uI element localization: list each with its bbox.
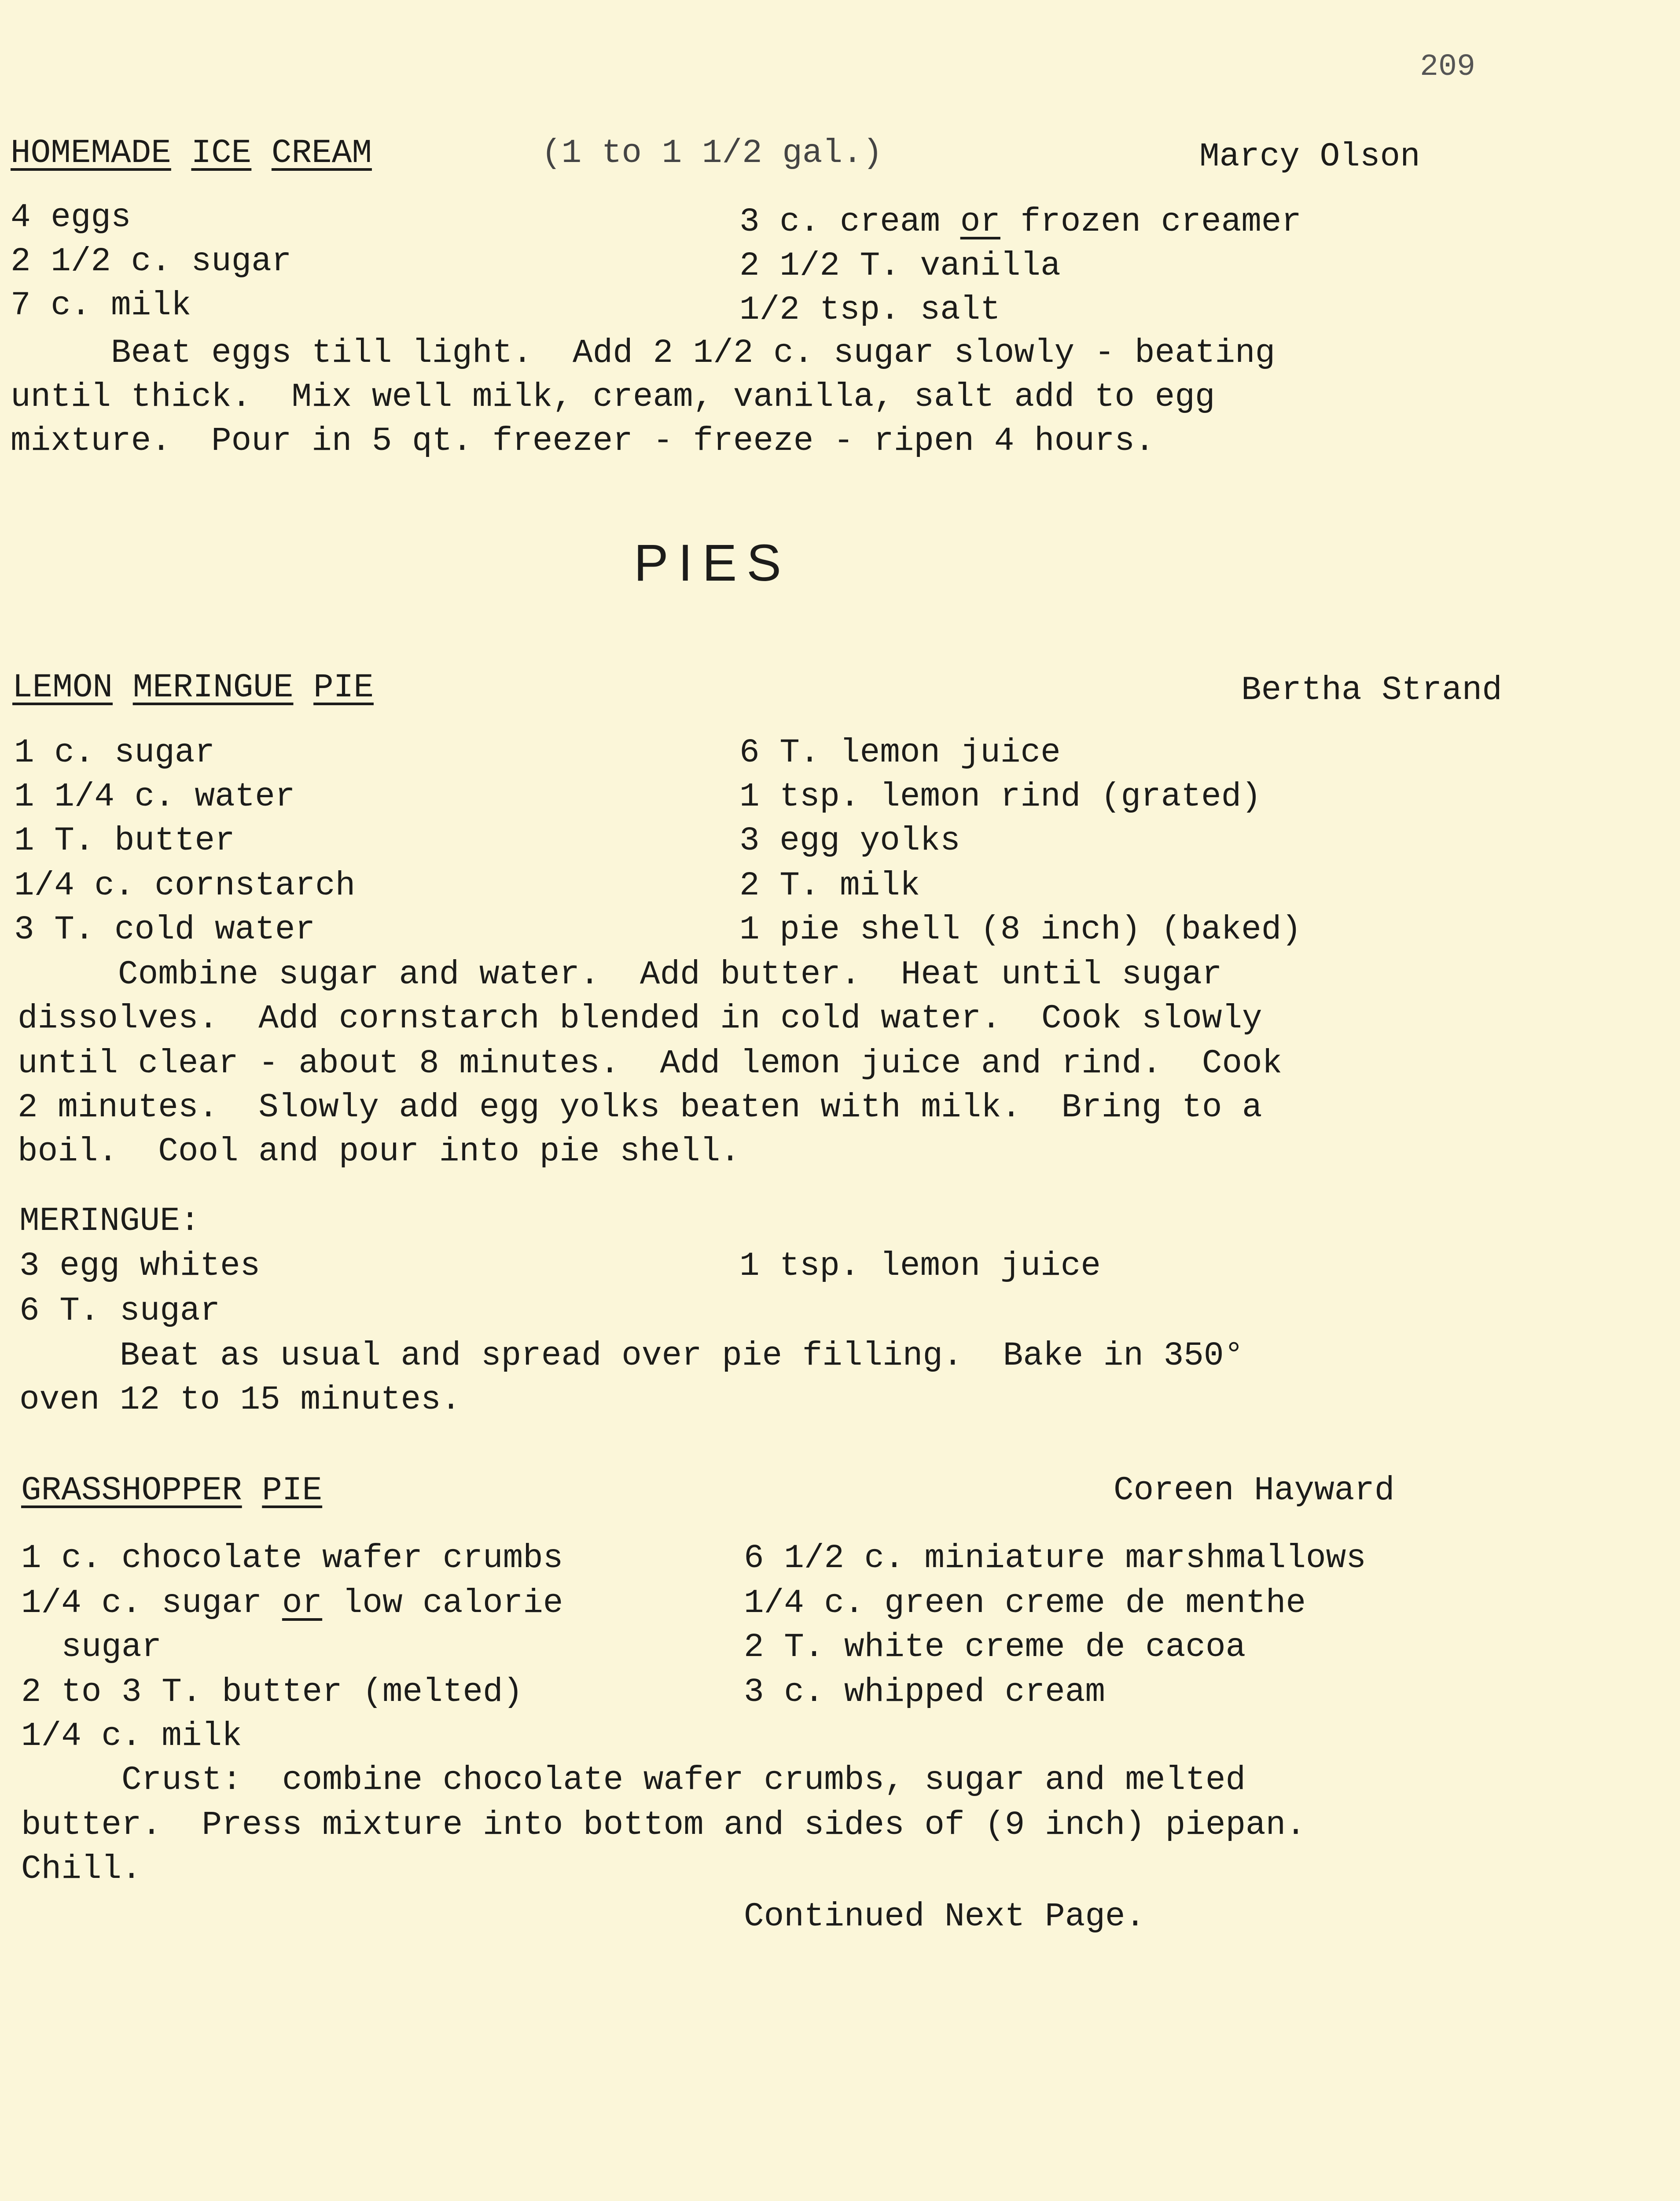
ingredient: 1 c. chocolate wafer crumbs [21,1539,563,1577]
ingredient: 1 1/4 c. water [14,778,295,816]
title-word: HOMEMADE [11,134,171,172]
direction-line: Combine sugar and water. Add butter. Heat until sugar [18,956,1222,994]
direction-line: mixture. Pour in 5 qt. freezer - freeze - ripen 4 hours. [11,422,1155,460]
direction-line: boil. Cool and pour into pie shell. [18,1133,740,1170]
title-word: CREAM [271,134,372,172]
title-word: PIE [313,669,374,707]
ingredient: 6 T. sugar [19,1292,221,1330]
ingredient: 1/4 c. sugar or low calorie [21,1584,563,1622]
ingredient: 2 to 3 T. butter (melted) [21,1673,523,1711]
ingredient: 2 T. white creme de cacoa [744,1628,1246,1666]
ingredient: 3 T. cold water [14,911,316,949]
direction-line: 2 minutes. Slowly add egg yolks beaten with milk. Bring to a [18,1089,1262,1126]
ingredient: 2 1/2 T. vanilla [739,247,1061,285]
recipe-yield: (1 to 1 1/2 gal.) [541,134,883,172]
ingredient: 3 egg whites [19,1247,261,1285]
ingredient: 1/2 tsp. salt [739,291,1000,329]
ingredient: 3 c. cream or frozen creamer [739,203,1302,241]
direction-line: Beat eggs till light. Add 2 1/2 c. sugar slowly - beating [11,334,1276,372]
title-word: ICE [191,134,252,172]
ingredient: 6 1/2 c. miniature marshmallows [744,1539,1366,1577]
ingredient: 4 eggs [11,199,131,236]
direction-line: dissolves. Add cornstarch blended in cold water. Cook slowly [18,1000,1262,1038]
title-word: LEMON [12,669,113,707]
title-word: PIE [262,1472,323,1509]
ingredient: 1/4 c. milk [21,1717,242,1755]
ingredient: 7 c. milk [11,287,191,324]
direction-line: Beat as usual and spread over pie filling. Bake in 350° [19,1337,1244,1375]
recipe-title [11,136,372,170]
recipe-author: Coreen Hayward [1114,1472,1395,1509]
recipe-title [12,669,374,707]
ingredient: 2 T. milk [739,867,920,905]
direction-line: oven 12 to 15 minutes. [19,1381,461,1419]
ingredient: 1 T. butter [14,822,235,860]
page-number: 209 [1420,50,1476,85]
ingredient: 1/4 c. green creme de menthe [744,1584,1306,1622]
continued-note: Continued Next Page. [744,1898,1146,1936]
ingredient: 3 egg yolks [739,822,960,860]
title-word: GRASSHOPPER [21,1472,242,1509]
direction-line: Crust: combine chocolate wafer crumbs, sugar and melted [21,1761,1246,1799]
section-heading: PIES [634,534,791,592]
ingredient: 1 pie shell (8 inch) (baked) [739,911,1302,949]
ingredient: sugar [21,1628,162,1666]
direction-line: Chill. [21,1850,142,1888]
recipe-title: MERINGUE: [19,1202,200,1240]
direction-line: until thick. Mix well milk, cream, vanilla, salt add to egg [11,378,1215,416]
recipe-author: Bertha Strand [1241,671,1502,709]
ingredient: 1 tsp. lemon juice [739,1247,1101,1285]
title-word: MERINGUE [132,669,294,707]
direction-line: butter. Press mixture into bottom and sides of (9 inch) piepan. [21,1806,1306,1844]
ingredient: 2 1/2 c. sugar [11,243,292,280]
ingredient: 3 c. whipped cream [744,1673,1105,1711]
ingredient: 1 c. sugar [14,734,215,772]
ingredient: 6 T. lemon juice [739,734,1061,772]
direction-line: until clear - about 8 minutes. Add lemon juice and rind. Cook [18,1045,1283,1082]
ingredient: 1 tsp. lemon rind (grated) [739,778,1261,816]
recipe-author: Marcy Olson [1199,138,1420,176]
ingredient: 1/4 c. cornstarch [14,867,356,905]
recipe-title [21,1474,322,1507]
